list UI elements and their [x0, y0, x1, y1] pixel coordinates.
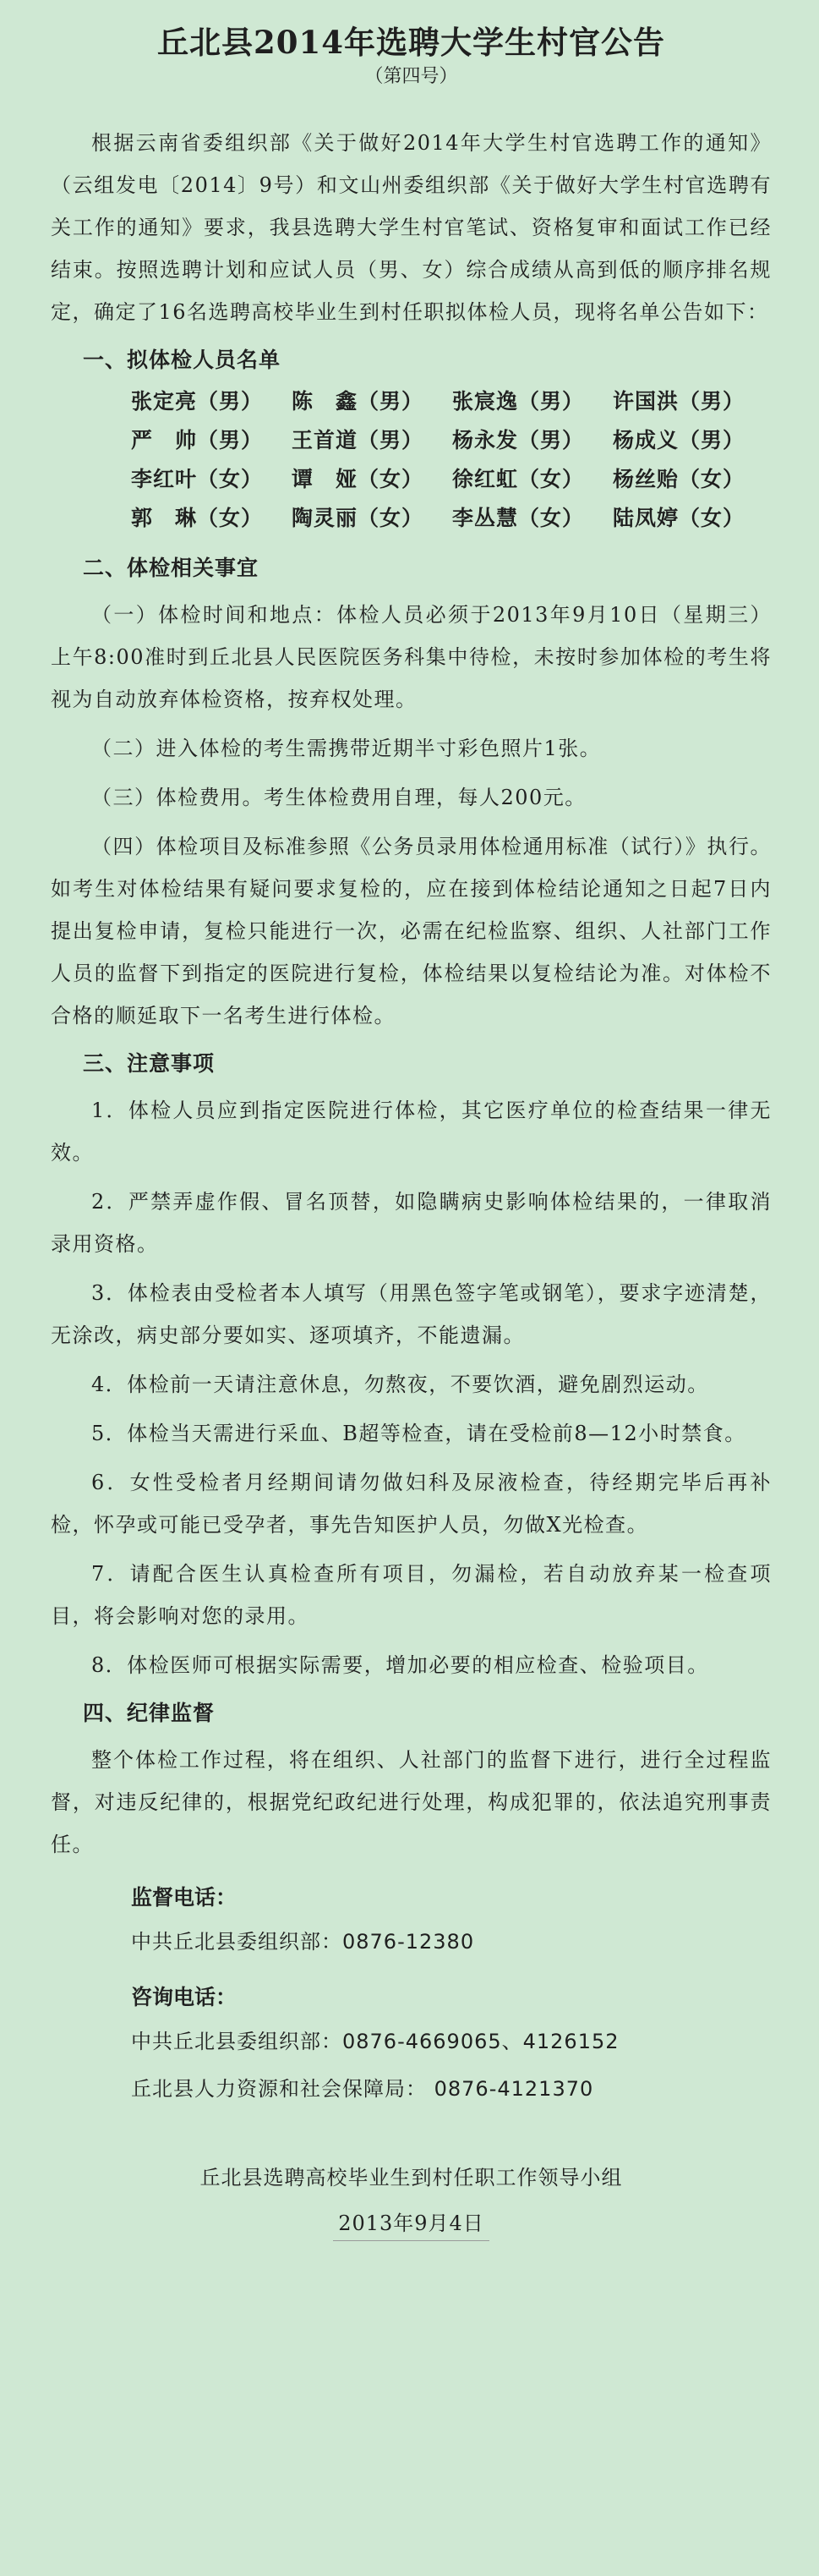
- section-heading-discipline: 四、纪律监督: [83, 1701, 216, 1725]
- exam-item: （一）体检时间和地点：体检人员必须于2013年9月10日（星期三）上午8:00准时到丘北县人民医院医务科集中待检，未按时参加体检的考生将视为自动放弃体检资格，按弃权处理。: [51, 603, 772, 711]
- candidate-name: 杨成义（男）: [613, 428, 745, 452]
- consultation-phone-line: 丘北县人力资源和社会保障局： 0876-4121370: [131, 2077, 594, 2101]
- candidate-name: 陆凤婷（女）: [613, 506, 745, 530]
- page-subtitle: （第四号）: [364, 66, 458, 87]
- candidate-name: 陶灵丽（女）: [292, 506, 424, 530]
- page-title: 丘北县2014年选聘大学生村官公告: [157, 24, 665, 61]
- supervision-phone-heading: 监督电话：: [131, 1885, 238, 1910]
- discipline-paragraph: 整个体检工作过程，将在组织、人社部门的监督下进行，进行全过程监督，对违反纪律的，根据党纪政纪进行处理，构成犯罪的，依法追究刑事责任。: [51, 1748, 772, 1856]
- notice-item: 1．体检人员应到指定医院进行体检，其它医疗单位的检查结果一律无效。: [51, 1099, 772, 1165]
- notice-item: 7．请配合医生认真检查所有项目，勿漏检，若自动放弃某一检查项目，将会影响对您的录用。: [51, 1562, 772, 1628]
- candidate-name: 杨永发（男）: [452, 428, 585, 452]
- section-heading-candidates: 一、拟体检人员名单: [83, 348, 281, 372]
- candidate-name: 王首道（男）: [292, 428, 424, 452]
- intro-paragraph: 根据云南省委组织部《关于做好2014年大学生村官选聘工作的通知》（云组发电〔2014〕9号）和文山州委组织部《关于做好大学生村官选聘有关工作的通知》要求，我县选聘大学生村官笔试、资格复审和面试工作已经结束。按照选聘计划和应试人员（男、女）综合成绩从高到低的顺序排名规定，确定了16名选聘高校毕业生到村任职拟体检人员，现将名单公告如下：: [51, 131, 772, 324]
- candidate-name: 李红叶（女）: [131, 467, 264, 491]
- supervision-phone-line: 中共丘北县委组织部：0876-12380: [131, 1930, 475, 1954]
- notice-item: 2．严禁弄虚作假、冒名顶替，如隐瞒病史影响体检结果的，一律取消录用资格。: [51, 1190, 772, 1256]
- exam-item: （三）体检费用。考生体检费用自理，每人200元。: [91, 786, 587, 809]
- consultation-phone-line: 中共丘北县委组织部：0876-4669065、4126152: [131, 2030, 620, 2053]
- candidate-name: 李丛慧（女）: [452, 506, 585, 530]
- candidate-name: 徐红虹（女）: [452, 467, 585, 491]
- notice-item: 3．体检表由受检者本人填写（用黑色签字笔或钢笔），要求字迹清楚，无涂改，病史部分要如实、逐项填齐，不能遗漏。: [51, 1281, 772, 1347]
- consultation-phone-heading: 咨询电话：: [131, 1985, 238, 2009]
- issuing-organization: 丘北县选聘高校毕业生到村任职工作领导小组: [199, 2166, 623, 2190]
- candidate-name: 张宸逸（男）: [452, 389, 585, 414]
- notice-item: 6．女性受检者月经期间请勿做妇科及尿液检查，待经期完毕后再补检，怀孕或可能已受孕者，事先告知医护人员，勿做X光检查。: [51, 1471, 772, 1537]
- candidate-name: 谭 娅（女）: [292, 467, 424, 491]
- exam-item: （二）进入体检的考生需携带近期半寸彩色照片1张。: [91, 737, 602, 760]
- footer-signature: [51, 2155, 772, 2246]
- section-heading-exam-matters: 二、体检相关事宜: [83, 556, 259, 580]
- candidate-name: 严 帅（男）: [131, 428, 264, 452]
- candidate-name-list: [131, 386, 773, 534]
- notice-item: 8．体检医师可根据实际需要，增加必要的相应检查、检验项目。: [91, 1653, 709, 1677]
- candidate-name: 杨丝贻（女）: [613, 467, 745, 491]
- candidate-name: 许国洪（男）: [613, 389, 745, 414]
- notice-item: 5．体检当天需进行采血、B超等检查，请在受检前8—12小时禁食。: [91, 1422, 746, 1445]
- notice-item: 4．体检前一天请注意休息，勿熬夜，不要饮酒，避免剧烈运动。: [91, 1373, 709, 1396]
- candidate-name: 张定亮（男）: [131, 389, 264, 414]
- candidate-name: 郭 琳（女）: [131, 506, 264, 530]
- candidate-name: 陈 鑫（男）: [292, 389, 424, 414]
- exam-item: （四）体检项目及标准参照《公务员录用体检通用标准（试行）》执行。如考生对体检结果有疑问要求复检的，应在接到体检结论通知之日起7日内提出复检申请，复检只能进行一次，必需在纪检监察、组织、人社部门工作人员的监督下到指定的医院进行复检，体检结果以复检结论为准。对体检不合格的顺延取下一名考生进行体检。: [51, 835, 772, 1028]
- issue-date: 2013年9月4日: [333, 2206, 489, 2241]
- section-heading-notices: 三、注意事项: [83, 1051, 216, 1076]
